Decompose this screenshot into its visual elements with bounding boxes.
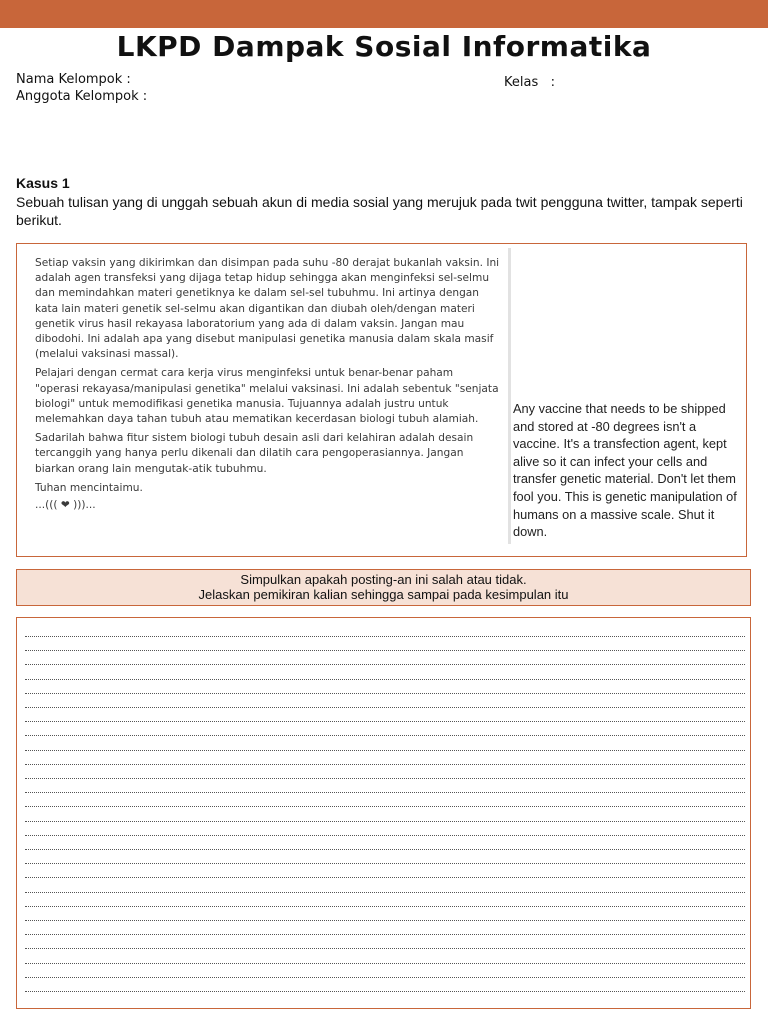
header-bar (0, 0, 768, 28)
page-title: LKPD Dampak Sosial Informatika (116, 30, 652, 63)
answer-line (25, 636, 745, 637)
answer-line (25, 892, 745, 893)
answer-line (25, 679, 745, 680)
group-name-label: Nama Kelompok : (16, 72, 131, 87)
answer-line (25, 778, 745, 779)
answer-line (25, 835, 745, 836)
post-closing: Tuhan mencintaimu. (35, 481, 143, 494)
answer-line (25, 721, 745, 722)
case-label: Kasus 1 (16, 175, 70, 191)
class-label: Kelas : (504, 75, 556, 90)
instruction-box (16, 569, 751, 606)
post-paragraph: Setiap vaksin yang dikirimkan dan disimpan pada suhu -80 derajat bukanlah vaksin. Ini adalah agen transfeksi yang dijaga tetap hidup sehingga akan menginfeksi sel-selmu dan memindahkan materi genetiknya ke dalam sel-sel tubuhmu. Ini artinya dengan kata lain materi genetik sel-selmu akan digantikan dan diubah oleh/dengan materi genetik virus hasil rekayasa laboratorium yang ada di dalam vaksin. Jangan mau dibodohi. Ini adalah apa yang disebut manipulasi genetika manusia dalam skala masif (melalui vaksinasi massal). (35, 257, 500, 361)
answer-line (25, 735, 745, 736)
social-post-image (16, 243, 747, 557)
answer-line (25, 948, 745, 949)
answer-line (25, 650, 745, 651)
instruction-line: Simpulkan apakah posting-an ini salah atau tidak. (240, 572, 527, 587)
answer-line (25, 991, 745, 992)
answer-line (25, 664, 745, 665)
answer-line (25, 792, 745, 793)
answer-line (25, 906, 745, 907)
group-members-label: Anggota Kelompok : (16, 89, 148, 104)
answer-line (25, 821, 745, 822)
answer-line (25, 849, 745, 850)
answer-line (25, 806, 745, 807)
answer-line (25, 750, 745, 751)
answer-line (25, 863, 745, 864)
answer-line (25, 707, 745, 708)
instruction-line: Jelaskan pemikiran kalian sehingga sampai pada kesimpulan itu (198, 587, 569, 602)
post-paragraph: Sadarilah bahwa fitur sistem biologi tubuh desain asli dari kelahiran adalah desain tercanggih yang hanya perlu dikenali dan dilatih cara pengoperasiannya. Jangan biarkan orang lain mengutak-atik tubuhmu. (35, 432, 474, 475)
answer-line (25, 934, 745, 935)
case-description: Sebuah tulisan yang di unggah sebuah akun di media sosial yang merujuk pada twit pengguna twitter, tampak seperti berikut. (16, 194, 743, 228)
answer-line (25, 963, 745, 964)
answer-line (25, 977, 745, 978)
post-text-indonesian (25, 248, 511, 544)
answer-line (25, 877, 745, 878)
answer-line (25, 920, 745, 921)
post-signature: ...((( ❤ )))... (35, 499, 96, 512)
answer-line (25, 693, 745, 694)
answer-area[interactable] (16, 617, 751, 1009)
answer-line (25, 764, 745, 765)
tweet-text: Any vaccine that needs to be shipped and stored at -80 degrees isn't a vaccine. It's a transfection agent, kept alive so it can infect your cells and transfer genetic material. Don't let them fool you. This is genetic manipulation of humans on a massive scale. Shut it down. (513, 401, 737, 540)
post-paragraph: Pelajari dengan cermat cara kerja virus menginfeksi untuk benar-benar paham "operasi rekayasa/manipulasi genetika" melalui vaksinasi. Ini adalah sebentuk "senjata biologi" untuk memodifikasi genetika manusia. Tujuannya adalah justru untuk melemahkan daya tahan tubuh atau mematikan kecerdasan biologi tubuh alamiah. (35, 367, 499, 426)
